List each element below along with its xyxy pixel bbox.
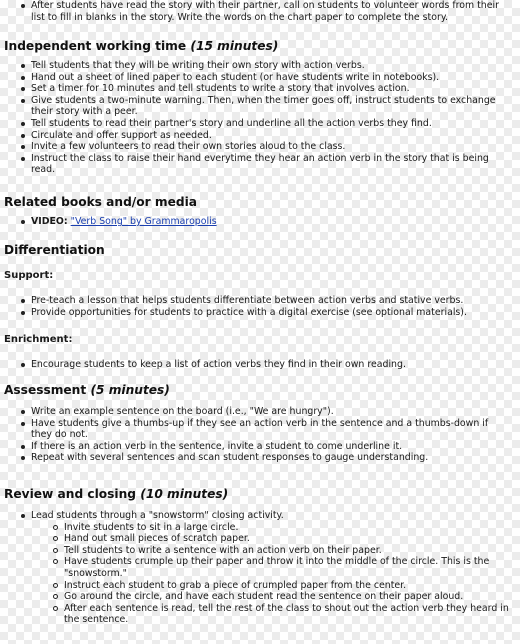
intro-section <box>0 0 520 23</box>
section-heading: Differentiation <box>4 243 105 257</box>
video-label: VIDEO: <box>31 216 68 227</box>
related-media-section <box>0 194 520 228</box>
independent-working-section <box>0 38 520 176</box>
support-block <box>0 269 520 318</box>
assessment-section <box>0 382 520 464</box>
sub-list-item: Invite students to sit in a large circle. <box>0 522 520 534</box>
list-item: Tell students that they will be writing their own story with action verbs. <box>0 60 520 72</box>
sub-list-item: Instruct each student to grab a piece of crumpled paper from the center. <box>0 580 520 592</box>
section-heading <box>0 382 520 398</box>
sub-list-item: Tell students to write a sentence with an action verb on their paper. <box>0 545 520 557</box>
list-item: Provide opportunities for students to practice with a digital exercise (see optional materials). <box>0 307 520 319</box>
section-title: Independent working time <box>4 39 187 53</box>
section-title: Assessment <box>4 383 87 397</box>
verb-song-link[interactable]: "Verb Song" by Grammaropolis <box>70 216 217 227</box>
section-duration: (15 minutes) <box>190 39 279 53</box>
section-duration: (5 minutes) <box>90 383 170 397</box>
list-item <box>0 216 520 228</box>
enrichment-label: Enrichment: <box>4 334 73 345</box>
section-duration: (10 minutes) <box>140 487 229 501</box>
differentiation-section <box>0 242 520 258</box>
list-item: Write an example sentence on the board (i.e., "We are hungry"). <box>0 406 520 418</box>
sub-list-item: Go around the circle, and have each student read the sentence on their paper aloud. <box>0 591 520 603</box>
list-item: Give students a two-minute warning. Then, when the timer goes off, instruct students to exchange their story with a peer. <box>0 95 520 118</box>
section-heading: Related books and/or media <box>4 195 197 209</box>
list-item: Set a timer for 10 minutes and tell students to write a story that involves action. <box>0 83 520 95</box>
sub-list-item: Hand out small pieces of scratch paper. <box>0 533 520 545</box>
list-item: Circulate and offer support as needed. <box>0 130 520 142</box>
list-item: Invite a few volunteers to read their own stories aloud to the class. <box>0 141 520 153</box>
list-item: Have students give a thumbs-up if they see an action verb in the sentence and a thumbs-down if they do not. <box>0 418 520 441</box>
list-item: Repeat with several sentences and scan student responses to gauge understanding. <box>0 452 520 464</box>
list-item: Lead students through a "snowstorm" closing activity. <box>0 510 520 522</box>
list-item: Encourage students to keep a list of action verbs they find in their own reading. <box>0 359 520 371</box>
list-item: Pre-teach a lesson that helps students differentiate between action verbs and stative verbs. <box>0 295 520 307</box>
list-item: If there is an action verb in the sentence, invite a student to come underline it. <box>0 441 520 453</box>
section-title: Review and closing <box>4 487 137 501</box>
list-item: After students have read the story with their partner, call on students to volunteer words from their list to fill in blanks in the story. Write the words on the chart paper to complete the story. <box>0 0 520 23</box>
list-item: Instruct the class to raise their hand everytime they hear an action verb in the story that is being read. <box>0 153 520 176</box>
review-closing-section <box>0 486 520 626</box>
sub-list-item: After each sentence is read, tell the rest of the class to shout out the action verb they heard in the sentence. <box>0 603 520 626</box>
section-heading <box>0 38 520 54</box>
list-item: Tell students to read their partner's story and underline all the action verbs they find. <box>0 118 520 130</box>
support-label: Support: <box>4 270 54 281</box>
enrichment-block <box>0 333 520 371</box>
list-item: Hand out a sheet of lined paper to each student (or have students write in notebooks). <box>0 72 520 84</box>
sub-list-item: Have students crumple up their paper and throw it into the middle of the circle. This is the "snowstorm." <box>0 556 520 579</box>
section-heading <box>0 486 520 502</box>
